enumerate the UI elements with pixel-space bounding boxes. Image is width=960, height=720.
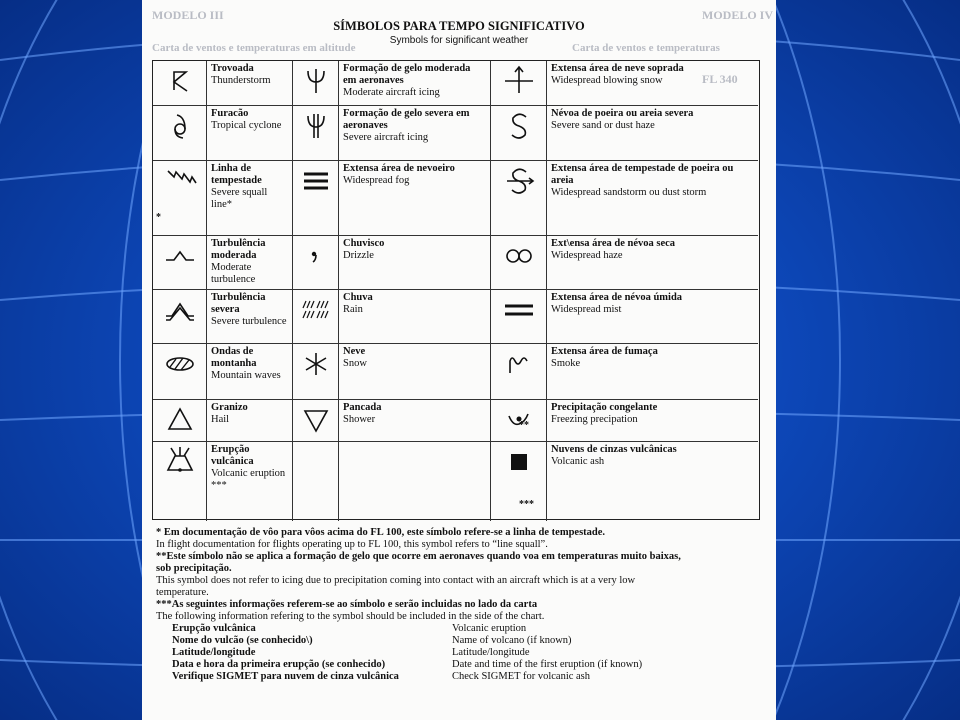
symbol-cell (153, 236, 207, 289)
label-portuguese: Turbulência severa (211, 292, 266, 315)
symbol-description (207, 106, 293, 160)
ghost-text-carta-left: Carta de ventos e temperaturas em altitude (152, 42, 356, 54)
label-english: Severe aircraft icing (343, 132, 429, 143)
table-row (153, 236, 758, 290)
note-3-en: The following information refering to the symbol should be included in the side of the chart. (156, 611, 545, 622)
label-portuguese: Ext\ensa área de névoa seca (551, 238, 676, 249)
page-title: SÍMBOLOS PARA TEMPO SIGNIFICATIVO (333, 19, 585, 33)
ghost-text-modelo-right: MODELO IV (702, 8, 774, 22)
info-label-english: Volcanic eruption (452, 623, 527, 634)
list-item (156, 647, 766, 659)
footnote-mark: *** (519, 499, 534, 510)
symbol-description (339, 400, 491, 441)
ghost-text-modelo-left: MODELO III (152, 8, 224, 22)
table-row (153, 106, 758, 161)
symbol-cell (153, 442, 207, 521)
info-label-english: Check SIGMET for volcanic ash (452, 671, 591, 682)
table-row (153, 442, 758, 521)
symbol-cell (293, 161, 339, 235)
symbol-cell (153, 344, 207, 399)
symbol-description (339, 161, 491, 235)
label-english: Widespread fog (343, 175, 410, 186)
note-2-pt-a: **Este símbolo não se aplica a formação de gelo que ocorre em aeronaves quando voa em temperaturas muito baixas, (156, 551, 681, 562)
symbol-description (547, 344, 758, 399)
symbol-cell (293, 400, 339, 441)
info-label-portuguese: Nome do vulcão (se conhecido\) (172, 635, 313, 646)
info-label-english: Latitude/longitude (452, 647, 530, 658)
table-row (153, 344, 758, 400)
symbol-description (547, 400, 758, 441)
label-english: Widespread sandstorm ou dust storm (551, 187, 707, 198)
symbol-chart-document (142, 0, 776, 720)
label-english: Widespread mist (551, 304, 622, 315)
ghost-text-carta-right: Carta de ventos e temperaturas (572, 42, 720, 54)
info-label-portuguese: Erupção vulcânica (172, 623, 256, 634)
symbol-description (339, 236, 491, 289)
label-portuguese: Extensa área de fumaça (551, 346, 658, 357)
symbol-cell (491, 400, 547, 441)
symbol-description (547, 236, 758, 289)
label-english: Thunderstorm (211, 75, 271, 86)
symbol-cell (491, 61, 547, 105)
label-english: Widespread blowing snow (551, 75, 663, 86)
label-portuguese: Extensa área de neve soprada (551, 63, 684, 74)
label-portuguese: Linha de tempestade (211, 163, 262, 186)
label-portuguese: Formação de gelo severa em aeronaves (343, 108, 470, 131)
label-english: Shower (343, 414, 376, 425)
label-portuguese: Extensa área de névoa úmida (551, 292, 683, 303)
symbol-description (207, 61, 293, 105)
symbol-cell (153, 290, 207, 343)
label-english: Moderate aircraft icing (343, 87, 440, 98)
list-item (156, 635, 766, 647)
note-3-pt: ***As seguintes informações referem-se ao símbolo e serão incluidas no lado da carta (156, 599, 538, 610)
symbol-cell (293, 61, 339, 105)
symbol-cell (293, 236, 339, 289)
symbol-cell (491, 442, 547, 521)
symbol-description (339, 290, 491, 343)
symbol-description (547, 442, 758, 521)
symbol-cell (293, 290, 339, 343)
symbol-description (339, 442, 491, 521)
label-portuguese: Chuva (343, 292, 373, 303)
symbol-cell (293, 442, 339, 521)
footnotes (156, 527, 766, 683)
note-2-en-a: This symbol does not refer to icing due to precipitation coming into contact with an aircraft which is at a very low (156, 575, 636, 586)
info-label-portuguese: Verifique SIGMET para nuvem de cinza vulcânica (172, 671, 399, 682)
label-english: Smoke (551, 358, 581, 369)
volcano-info-list (156, 623, 766, 683)
symbol-description (547, 106, 758, 160)
symbol-cell (153, 61, 207, 105)
symbol-description (547, 161, 758, 235)
symbol-description (207, 290, 293, 343)
table-row (153, 161, 758, 236)
info-label-english: Name of volcano (if known) (452, 635, 572, 646)
symbol-description (207, 344, 293, 399)
label-portuguese: Precipitação congelante (551, 402, 658, 413)
list-item (156, 659, 766, 671)
label-portuguese: Turbulência moderada (211, 238, 266, 261)
label-english: Widespread haze (551, 250, 623, 261)
label-english: Mountain waves (211, 370, 281, 381)
label-english: Moderate turbulence (211, 262, 256, 285)
info-label-portuguese: Latitude/longitude (172, 647, 256, 658)
label-english: Tropical cyclone (211, 120, 282, 131)
symbol-description (207, 236, 293, 289)
footnote-mark: ** (519, 420, 529, 431)
note-2-pt-b: sob precipitação. (156, 563, 232, 574)
list-item (156, 623, 766, 635)
label-portuguese: Extensa área de tempestade de poeira ou areia (551, 163, 734, 186)
symbol-description (339, 61, 491, 105)
label-english: Rain (343, 304, 363, 315)
label-english: Hail (211, 414, 230, 425)
label-portuguese: Trovoada (211, 63, 254, 74)
symbol-table (152, 60, 760, 520)
symbol-description (207, 161, 293, 235)
label-portuguese: Erupção vulcânica (211, 444, 254, 467)
list-item (156, 671, 766, 683)
page-subtitle: Symbols for significant weather (389, 35, 529, 46)
label-portuguese: Neve (343, 346, 366, 357)
label-portuguese: Extensa área de nevoeiro (343, 163, 455, 174)
label-english: Drizzle (343, 250, 374, 261)
ghost-text-fl: FL 340 (702, 72, 738, 86)
table-row (153, 290, 758, 344)
symbol-description (207, 442, 293, 521)
symbol-cell (491, 290, 547, 343)
label-english: Volcanic eruption *** (211, 468, 286, 491)
label-portuguese: Granizo (211, 402, 248, 413)
info-label-portuguese: Data e hora da primeira erupção (se conhecido) (172, 659, 386, 670)
label-english: Freezing precipation (551, 414, 638, 425)
note-1-pt: * Em documentação de vôo para vôos acima do FL 100, este símbolo refere-se a linha de tempestade. (156, 527, 606, 538)
symbol-cell (153, 400, 207, 441)
label-english: Severe squall line* (211, 187, 268, 210)
label-english: Severe sand or dust haze (551, 120, 655, 131)
footnote-mark: * (156, 212, 161, 223)
label-portuguese: Formação de gelo moderada em aeronaves (343, 63, 471, 86)
label-portuguese: Pancada (343, 402, 382, 413)
symbol-cell (153, 106, 207, 160)
symbol-cell (153, 161, 207, 235)
note-2-en-b: temperature. (156, 587, 209, 598)
symbol-description (547, 61, 758, 105)
table-row (153, 400, 758, 442)
table-row (153, 61, 758, 106)
label-portuguese: Chuvisco (343, 238, 385, 249)
symbol-cell (293, 106, 339, 160)
label-english: Snow (343, 358, 367, 369)
symbol-description (339, 106, 491, 160)
label-english: Volcanic ash (551, 456, 605, 467)
symbol-cell (491, 236, 547, 289)
label-portuguese: Ondas de montanha (211, 346, 257, 369)
label-portuguese: Furacão (211, 108, 249, 119)
symbol-cell (491, 106, 547, 160)
info-label-english: Date and time of the first eruption (if known) (452, 659, 643, 670)
label-portuguese: Névoa de poeira ou areia severa (551, 108, 694, 119)
symbol-cell (491, 161, 547, 235)
symbol-description (339, 344, 491, 399)
symbol-description (207, 400, 293, 441)
symbol-description (547, 290, 758, 343)
label-portuguese: Nuvens de cinzas vulcânicas (551, 444, 677, 455)
label-english: Severe turbulence (211, 316, 287, 327)
note-1-en: In flight documentation for flights operating up to FL 100, this symbol refers to “line squall”. (156, 539, 548, 550)
symbol-cell (491, 344, 547, 399)
symbol-cell (293, 344, 339, 399)
